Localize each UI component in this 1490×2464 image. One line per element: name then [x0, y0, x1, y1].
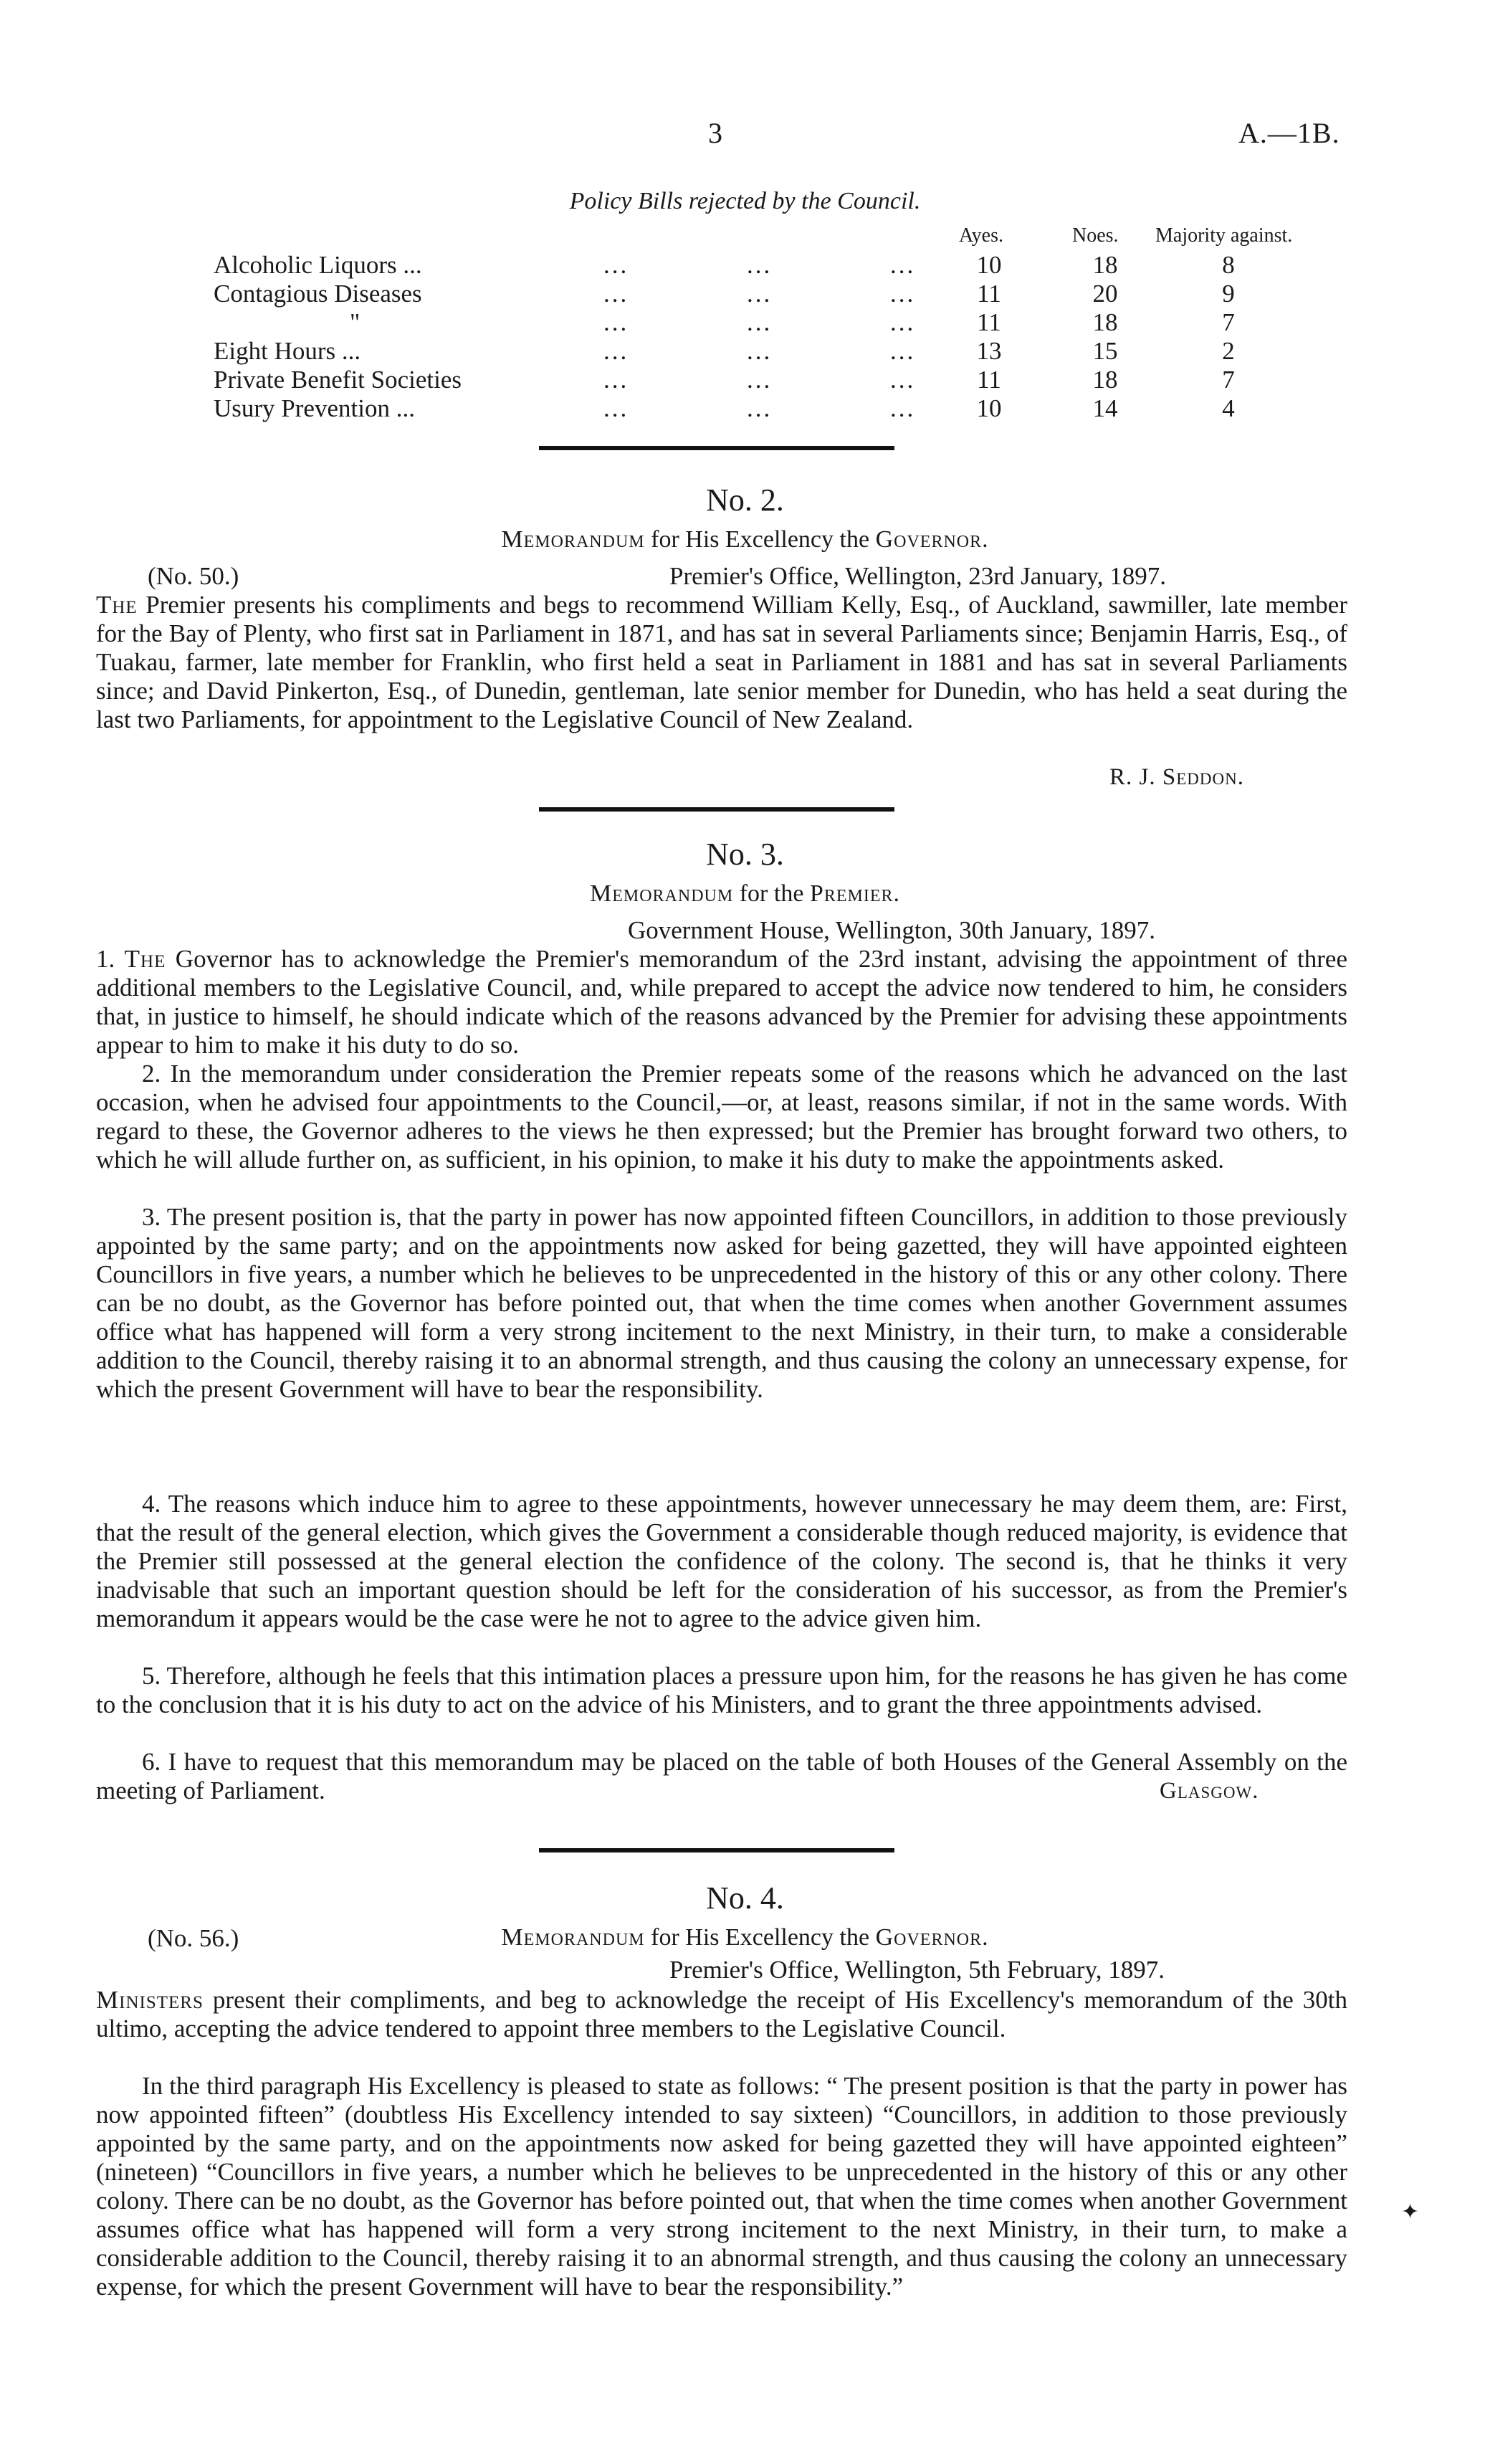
memo-heading: No. 3. [706, 837, 784, 872]
memo-place-date: Premier's Office, Wellington, 23rd January, 1897. [669, 562, 1166, 590]
lead-word: The [124, 945, 166, 973]
paragraph: 2. In the memorandum under consideration the Premier repeats some of the reasons which he advanced on the last occasion, when he advised four appointments to the Council,—or, at least, reasons similar, if not in the same words. With regard to these, the Governor adheres to the views he then expressed; but the Premier has brought forward two others, to which he will allude further on, as sufficient, in his opinion, to make it his duty to make the appointments asked. [96, 1060, 1347, 1174]
memo-title-addressee: Governor. [875, 1924, 989, 1951]
ayes-value: 11 [977, 308, 1001, 336]
page-number: 3 [708, 117, 722, 149]
memo-title-text: for His Excellency the [644, 1924, 876, 1951]
signature-text: Glasgow. [1160, 1778, 1259, 1804]
table-row [214, 280, 1360, 308]
paragraph: 4. The reasons which induce him to agree to these appointments, however unnecessary he may deem them, are: First, that the result of the general election, which gives the Government a considerable though reduced majority, is evidence that the Premier still possessed at the general election the confidence of the colony. The second is, that he thinks it very inadvisable that such an important question should be left for the consideration of his successor, as from the Premier's memorandum it appears would be the case were he not to agree to the advice given him. [96, 1490, 1347, 1632]
noes-value: 14 [1092, 394, 1118, 422]
column-noes: Noes. [1072, 224, 1119, 247]
leader-dots: ... [603, 394, 629, 422]
column-ayes: Ayes. [959, 224, 1003, 247]
ayes-value: 10 [976, 251, 1002, 279]
signature-text: R. J. Seddon. [1109, 764, 1244, 790]
signature [1160, 1778, 1259, 1804]
bill-name: Alcoholic Liquors ... [214, 251, 422, 279]
noes-value: 18 [1092, 251, 1118, 279]
paragraph: 6. I have to request that this memorandum may be placed on the table of both Houses of the General Assembly on the meeting of Parliament. [96, 1748, 1347, 1804]
ayes-value: 11 [977, 280, 1001, 308]
margin-mark: ✦ [1401, 2200, 1420, 2224]
paragraph-number: 1. [96, 945, 125, 973]
bill-name: Private Benefit Societies [214, 366, 462, 394]
leader-dots: ... [747, 280, 773, 308]
paragraph [96, 945, 1347, 1060]
paragraph-text: Governor has to acknowledge the Premier's memorandum of the 23rd instant, advising the appointment of three additional members to the Legislative Council, and, while prepared to accept the advice now tendered to him, he considers that, in justice to himself, he should indicate which of the reasons advanced by the Premier for advising these appointments appear to him to make it his duty to do so. [96, 945, 1347, 1059]
leader-dots: ... [747, 366, 773, 394]
column-majority: Majority against. [1155, 224, 1293, 247]
section-divider [539, 1848, 894, 1852]
table-row [214, 308, 1360, 337]
leader-dots: ... [890, 394, 916, 422]
leader-dots: ... [603, 366, 629, 394]
noes-value: 20 [1092, 280, 1118, 308]
bill-name: Usury Prevention ... [214, 394, 415, 422]
leader-dots: ... [890, 251, 916, 279]
memo-title [0, 1924, 1490, 1951]
table-row [214, 337, 1360, 366]
memo-title-addressee: Governor. [875, 526, 989, 553]
paragraph [96, 1986, 1347, 2043]
memo-title-word: Memorandum [589, 880, 734, 907]
noes-value: 18 [1092, 366, 1118, 394]
memo-place-date: Government House, Wellington, 30th January, 1897. [628, 916, 1155, 944]
ayes-value: 10 [976, 394, 1002, 422]
table-row [214, 366, 1360, 394]
majority-value: 7 [1222, 308, 1235, 336]
memo-body [96, 591, 1347, 734]
leader-dots: ... [747, 251, 773, 279]
majority-value: 4 [1222, 394, 1235, 422]
leader-dots: ... [603, 337, 629, 365]
noes-value: 18 [1092, 308, 1118, 336]
memo-title-word: Memorandum [501, 526, 645, 553]
lead-word: The [96, 591, 138, 619]
table-title: Policy Bills rejected by the Council. [569, 188, 921, 214]
table-row [214, 394, 1360, 423]
leader-dots: ... [890, 337, 916, 365]
bill-name: Contagious Diseases [214, 280, 422, 308]
memo-number: (No. 50.) [148, 562, 239, 590]
leader-dots: ... [603, 251, 629, 279]
majority-value: 8 [1222, 251, 1235, 279]
ayes-value: 11 [977, 366, 1001, 394]
section-divider [539, 446, 894, 450]
leader-dots: ... [747, 308, 773, 336]
leader-dots: ... [890, 308, 916, 336]
majority-value: 9 [1222, 280, 1235, 308]
majority-value: 7 [1222, 366, 1235, 394]
document-reference: A.—1B. [1238, 117, 1340, 149]
table-row [214, 251, 1360, 280]
paragraph: 3. The present position is, that the party in power has now appointed fifteen Councillors, in addition to those previously appointed by the same party; and on the appointments now asked for being gazetted, they will have appointed eighteen Councillors in five years, a number which he believes to be unprecedented in the history of this or any other colony. There can be no doubt, as the Governor has before pointed out, that when the time comes when another Government assumes office what has happened will form a very strong incitement to the next Ministry, in their turn, to make a considerable addition to the Council, thereby raising it to an abnormal strength, and thus causing the colony an unnecessary expense, for which the present Government will have to bear the responsibility. [96, 1203, 1347, 1403]
ayes-value: 13 [976, 337, 1002, 365]
leader-dots: ... [890, 366, 916, 394]
memo-title [0, 526, 1490, 553]
memo-title-text: for the [733, 880, 810, 907]
memo-title [0, 880, 1490, 908]
paragraph: 5. Therefore, although he feels that this intimation places a pressure upon him, for the reasons he has given he has come to the conclusion that it is his duty to act on the advice of his Ministers, and to grant the three appointments advised. [96, 1662, 1347, 1718]
memo-title-addressee: Premier. [809, 880, 900, 907]
majority-value: 2 [1222, 337, 1235, 365]
noes-value: 15 [1092, 337, 1118, 365]
memo-title-text: for His Excellency the [644, 526, 876, 553]
leader-dots: ... [747, 337, 773, 365]
memo-heading: No. 4. [706, 1880, 784, 1916]
section-divider [539, 807, 894, 812]
memo-heading: No. 2. [706, 482, 784, 518]
ditto-mark: " [350, 308, 360, 336]
signature [1109, 764, 1244, 791]
paragraph-text: present their compliments, and beg to acknowledge the receipt of His Excellency's memorandum of the 30th ultimo, accepting the advice tendered to appoint three members to the Legislative Council. [96, 1986, 1347, 2042]
memo-title-word: Memorandum [501, 1924, 645, 1951]
paragraph-text: Premier presents his compliments and begs to recommend William Kelly, Esq., of Auckland, sawmiller, late member for the Bay of Plenty, who first sat in Parliament in 1871, and has sat in several Parliaments since; Benjamin Harris, Esq., of Tuakau, farmer, late member for Franklin, who first held a seat in Parliament in 1881 and has sat in several Parliaments since; and David Pinkerton, Esq., of Dunedin, gentleman, late senior member for Dunedin, who has held a seat during the last two Parliaments, for appointment to the Legislative Council of New Zealand. [96, 591, 1347, 733]
leader-dots: ... [747, 394, 773, 422]
bill-name: Eight Hours ... [214, 337, 361, 365]
leader-dots: ... [603, 280, 629, 308]
lead-word: Ministers [96, 1986, 204, 2014]
leader-dots: ... [603, 308, 629, 336]
paragraph: In the third paragraph His Excellency is pleased to state as follows: “ The present position is that the party in power has now appointed fifteen” (doubtless His Excellency intended to say sixteen) “Councillors, in addition to those previously appointed by the same party, and on the appointments now asked for being gazetted they will have appointed eighteen” (nineteen) “Councillors in five years, a number which he believes to be unprecedented in the history of this or any other colony. There can be no doubt, as the Governor has before pointed out, that when the time comes when another Government assumes office what has happened will form a very strong incitement to the next Ministry, in their turn, to make a considerable addition to the Council, thereby raising it to an abnormal strength, and thus causing the colony an unnecessary expense, for which the present Government will have to bear the responsibility.” [96, 2072, 1347, 2301]
memo-place-date: Premier's Office, Wellington, 5th February, 1897. [669, 1956, 1165, 1984]
leader-dots: ... [890, 280, 916, 308]
memo-number: (No. 56.) [148, 1924, 239, 1952]
